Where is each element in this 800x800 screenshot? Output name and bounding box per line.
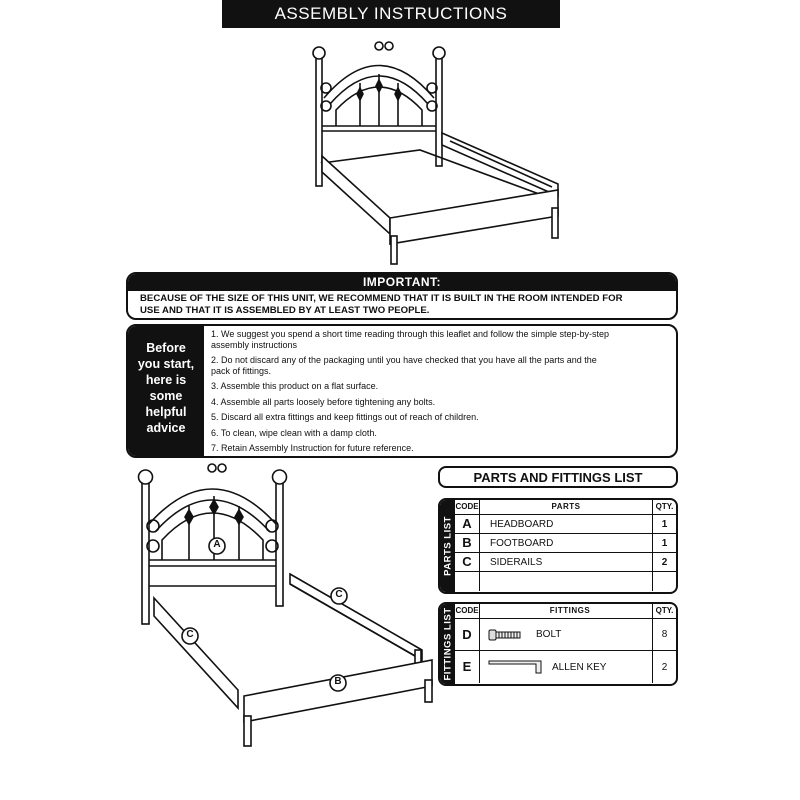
advice-item: 6. To clean, wipe clean with a damp cloth. bbox=[211, 427, 377, 438]
table-row: E ALLEN KEY 2 bbox=[455, 651, 676, 683]
page-title: ASSEMBLY INSTRUCTIONS bbox=[222, 0, 560, 28]
important-heading: IMPORTANT: bbox=[128, 274, 676, 291]
table-row: D BOLT 8 bbox=[455, 619, 676, 651]
advice-heading-line: you start, bbox=[137, 357, 195, 371]
bed-exploded-diagram bbox=[132, 462, 437, 752]
fitting-name: BOLT bbox=[536, 629, 562, 640]
advice-heading-line: advice bbox=[146, 421, 186, 435]
important-text bbox=[128, 291, 676, 317]
parts-list-side: PARTS LIST bbox=[440, 500, 455, 592]
label-footboard: B bbox=[334, 676, 342, 687]
table-header: CODE FITTINGS QTY. bbox=[455, 604, 676, 619]
table-row: C SIDERAILS 2 bbox=[455, 553, 676, 572]
parts-fittings-title: PARTS AND FITTINGS LIST bbox=[438, 466, 678, 488]
important-line: BECAUSE OF THE SIZE OF THIS UNIT, WE RECOMMEND THAT IT IS BUILT IN THE ROOM INTENDED FOR bbox=[140, 293, 623, 304]
advice-heading-line: here is bbox=[145, 373, 187, 387]
allen-key-icon bbox=[488, 660, 544, 674]
bolt-icon bbox=[488, 628, 522, 642]
fitting-name: ALLEN KEY bbox=[552, 661, 607, 673]
bed-illustration-top bbox=[300, 38, 570, 270]
advice-item: 1. We suggest you spend a short time reading through this leaflet and follow the simple step-by-step assembly instructions bbox=[211, 329, 610, 350]
advice-heading-line: Before bbox=[146, 341, 186, 355]
table-row: A HEADBOARD 1 bbox=[455, 515, 676, 534]
advice-item: 5. Discard all extra fittings and keep fittings out of reach of children. bbox=[211, 412, 479, 422]
label-siderail-left: C bbox=[186, 629, 194, 640]
parts-list-table bbox=[438, 498, 678, 594]
advice-item: 7. Retain Assembly Instruction for future reference. bbox=[211, 443, 414, 453]
table-row: B FOOTBOARD 1 bbox=[455, 534, 676, 553]
advice-heading-line: helpful bbox=[145, 405, 187, 419]
advice-heading-line: some bbox=[149, 389, 183, 403]
important-line: USE AND THAT IT IS ASSEMBLED BY AT LEAST TWO PEOPLE. bbox=[140, 305, 430, 316]
fittings-list-side: FITTINGS LIST bbox=[440, 604, 455, 684]
fittings-list-table bbox=[438, 602, 678, 686]
advice-heading bbox=[128, 326, 204, 456]
advice-item: 3. Assemble this product on a flat surface. bbox=[211, 381, 379, 391]
advice-list bbox=[204, 326, 676, 456]
label-headboard: A bbox=[213, 539, 221, 550]
advice-panel bbox=[126, 324, 678, 458]
important-notice bbox=[126, 272, 678, 320]
table-header: CODE PARTS QTY. bbox=[455, 500, 676, 515]
label-siderail-right: C bbox=[335, 589, 343, 600]
advice-item: 4. Assemble all parts loosely before tightening any bolts. bbox=[211, 396, 436, 407]
advice-item: 2. Do not discard any of the packaging until you have checked that you have all the parts and the pack of fittings. bbox=[211, 355, 597, 376]
table-row bbox=[455, 572, 676, 591]
